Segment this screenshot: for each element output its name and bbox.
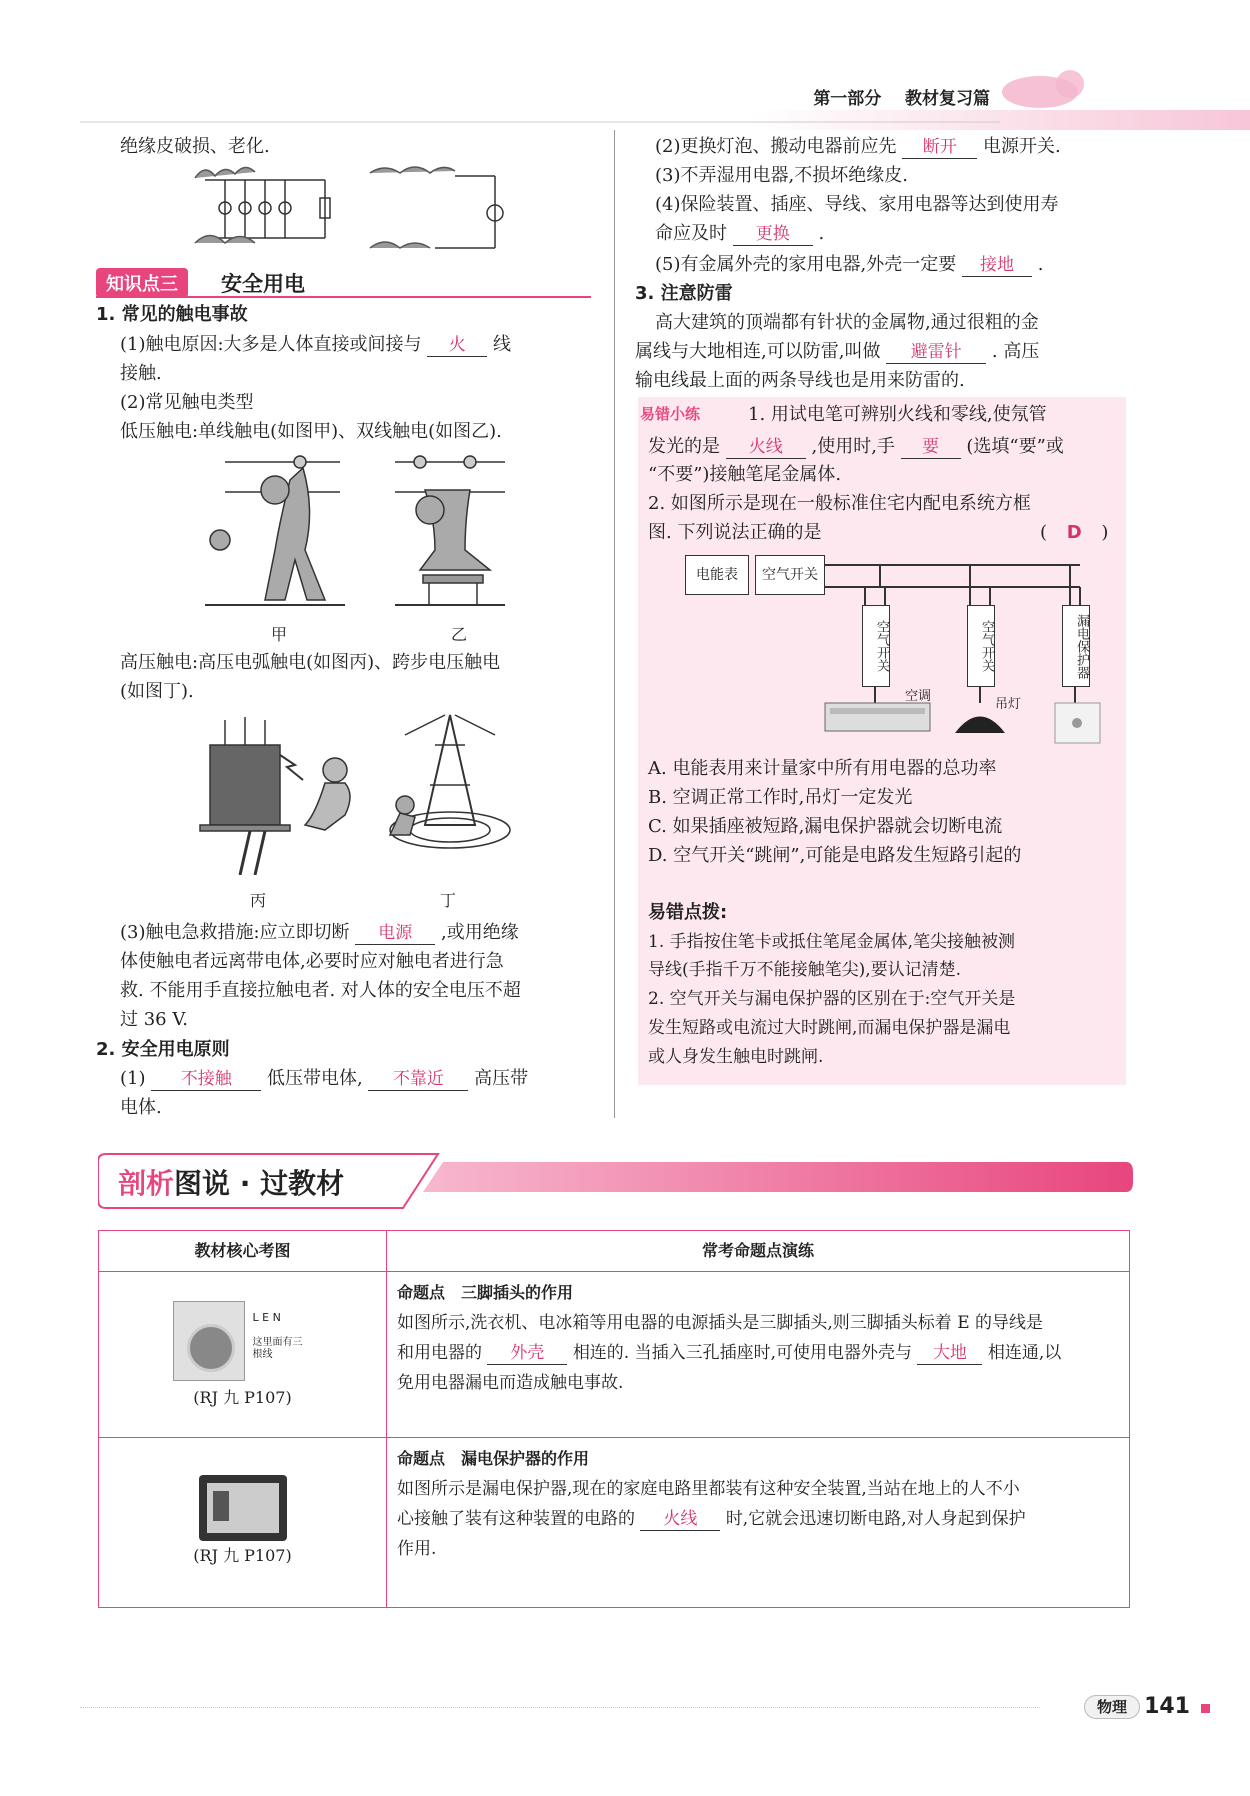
- table-row: [99, 1272, 1130, 1438]
- main-switch-box: 空气开关: [755, 555, 825, 595]
- text-line: 过 36 V.: [120, 1009, 188, 1030]
- figure-label-bing: 丙: [250, 891, 267, 910]
- choice-answer: D: [1066, 522, 1082, 543]
- text-line: (4)保险装置、插座、导线、家用电器等达到使用寿: [655, 194, 1059, 215]
- knowledge-tag: 知识点三: [96, 268, 188, 298]
- text-line: 体使触电者远离带电体,必要时应对触电者进行急: [120, 951, 504, 972]
- option-c: C. 如果插座被短路,漏电保护器就会切断电流: [648, 816, 1003, 837]
- leakage-protector-box: 漏电保护器: [1062, 605, 1090, 687]
- heading: 3. 注意防雷: [635, 283, 733, 304]
- text-line: (3)不弄湿用电器,不损坏绝缘皮.: [655, 165, 908, 186]
- text: ,或用绝缘: [441, 922, 519, 943]
- text-line: 发生短路或电流过大时跳闸,而漏电保护器是漏电: [648, 1018, 1011, 1038]
- figure-label-ding: 丁: [440, 891, 457, 910]
- text-line: 电体.: [120, 1097, 162, 1118]
- text: 低压带电体,: [266, 1068, 363, 1089]
- section-title: 安全用电: [221, 272, 305, 296]
- text: ,使用时,手: [811, 436, 895, 457]
- answer-blank: 电源: [355, 922, 435, 945]
- section-underline: [96, 296, 591, 298]
- header-book-title: 教材复习篇: [905, 89, 990, 109]
- page-number: 141: [1144, 1694, 1190, 1719]
- answer-blank: 大地: [917, 1342, 982, 1365]
- text-line: (如图丁).: [120, 681, 194, 702]
- text: 属线与大地相连,可以防雷,叫做: [635, 341, 881, 362]
- text: 相连通,以: [987, 1343, 1062, 1363]
- knowledge-section-bar: [96, 268, 591, 298]
- figure-note: 这里面有三根线: [252, 1336, 303, 1360]
- text: 和用电器的: [397, 1343, 482, 1363]
- branch-switch-ac: 空气开关: [862, 605, 890, 687]
- header-band: [0, 70, 1250, 130]
- text-line: 2. 空气开关与漏电保护器的区别在于:空气开关是: [648, 989, 1016, 1009]
- text-line: 免用电器漏电而造成触电事故.: [397, 1373, 624, 1393]
- figure-cell: [99, 1272, 387, 1438]
- text: (2)更换灯泡、搬动电器前应先: [655, 136, 897, 157]
- header-decoration: [0, 70, 1250, 130]
- text-line: 2. 如图所示是现在一般标准住宅内配电系统方框: [648, 493, 1031, 514]
- answer-blank: 接地: [962, 254, 1032, 277]
- text-line: 1. 手指按住笔卡或抵住笔尾金属体,笔尖接触被测: [648, 932, 1016, 952]
- text-line: 救. 不能用手直接拉触电者. 对人体的安全电压不超: [120, 980, 521, 1001]
- heading: 1. 常见的触电事故: [96, 304, 248, 325]
- table-header-row: [99, 1231, 1130, 1272]
- text: 时,它就会迅速切断电路,对人身起到保护: [725, 1509, 1026, 1529]
- column-divider: [614, 130, 615, 1118]
- ac-label: 空调: [905, 689, 932, 704]
- text-line: 图. 下列说法正确的是: [648, 522, 822, 543]
- washing-machine-icon: [173, 1301, 245, 1381]
- figure-caption: (RJ 九 P107): [193, 1387, 292, 1407]
- paragraph: [655, 250, 1043, 279]
- text: (1)触电原因:大多是人体直接或间接与: [120, 334, 422, 355]
- text-line: [397, 1338, 1119, 1368]
- high-voltage-shock-figure: [195, 705, 515, 875]
- answer-blank: 火线: [726, 436, 806, 459]
- figure-cell: [99, 1438, 387, 1608]
- footer-rule: [80, 1707, 1040, 1708]
- insulation-damage-figure: [185, 158, 515, 258]
- paragraph: [655, 132, 1061, 161]
- heading: 2. 安全用电原则: [96, 1039, 230, 1060]
- header-part: 第一部分: [813, 89, 882, 109]
- text-line: “不要”)接触笔尾金属体.: [648, 464, 842, 485]
- text-line: 如图所示,洗衣机、电冰箱等用电器的电源插头是三脚插头,则三脚插头标着 E 的导线是: [397, 1313, 1044, 1333]
- text: (3)触电急救措施:应立即切断: [120, 922, 350, 943]
- figure-label-yi: 乙: [451, 625, 468, 644]
- text: . 高压: [991, 341, 1040, 362]
- text: .: [818, 223, 825, 244]
- analysis-title: 图说 · 过教材: [174, 1167, 345, 1200]
- answer-blank: 不靠近: [368, 1068, 468, 1091]
- option-b: B. 空调正常工作时,吊灯一定发光: [648, 787, 913, 808]
- text: (选填“要”或: [966, 436, 1064, 457]
- answer-blank: 断开: [902, 136, 977, 159]
- subject-tag: 物理: [1084, 1695, 1140, 1719]
- header-title: [813, 84, 990, 109]
- answer-blank: 不接触: [151, 1068, 261, 1091]
- answer-blank: 避雷针: [886, 341, 986, 364]
- tip-title: 易错点拨:: [648, 902, 728, 923]
- text: .: [1037, 254, 1044, 275]
- text: 命应及时: [655, 223, 727, 244]
- figure-label-jia: 甲: [271, 625, 288, 644]
- table-row: [99, 1438, 1130, 1608]
- text: 电源开关.: [982, 136, 1061, 157]
- paragraph: [655, 219, 824, 248]
- text-line: 或人身发生触电时跳闸.: [648, 1047, 824, 1067]
- lamp-label: 吊灯: [995, 697, 1022, 712]
- answer-blank: 外壳: [487, 1342, 567, 1365]
- analysis-prefix: 剖析: [118, 1167, 175, 1200]
- answer-paren: ( D ): [1040, 522, 1109, 543]
- core-figure-table: [98, 1230, 1130, 1608]
- text-line: 作用.: [397, 1539, 437, 1559]
- text-line: 输电线最上面的两条导线也是用来防雷的.: [635, 370, 965, 391]
- text-line: [397, 1504, 1119, 1534]
- answer-blank: 火: [427, 334, 487, 357]
- low-voltage-shock-figure: [195, 450, 515, 620]
- page-marker: [1201, 1704, 1210, 1713]
- option-d: D. 空气开关“跳闸”,可能是电路发生短路引起的: [648, 845, 1022, 866]
- paragraph: [120, 918, 519, 947]
- column-header: 常考命题点演练: [387, 1231, 1130, 1272]
- meter-box: 电能表: [685, 555, 749, 595]
- proposition-cell: [387, 1272, 1130, 1438]
- plug-letters: L E N: [252, 1310, 281, 1324]
- figure-caption: (RJ 九 P107): [193, 1545, 292, 1565]
- analysis-section-bar: [98, 1152, 1133, 1210]
- text: 发光的是: [648, 436, 720, 457]
- proposition-heading: 命题点 三脚插头的作用: [397, 1283, 574, 1302]
- text-line: (2)常见触电类型: [120, 392, 254, 413]
- answer-blank: 更换: [733, 223, 813, 246]
- text-line: 接触.: [120, 363, 162, 384]
- column-header: 教材核心考图: [99, 1231, 387, 1272]
- answer-blank: 要: [901, 436, 961, 459]
- text: 高压带: [474, 1068, 529, 1089]
- text-line: 导线(手指千万不能接触笔尖),要认记清楚.: [648, 960, 962, 980]
- paragraph: [635, 337, 1039, 366]
- practice-tag: 易错小练: [640, 405, 701, 423]
- washing-machine-figure: [173, 1297, 313, 1383]
- text-line: 1. 用试电笔可辨别火线和零线,使氖管: [748, 404, 1047, 425]
- text: (5)有金属外壳的家用电器,外壳一定要: [655, 254, 957, 275]
- option-a: A. 电能表用来计量家中所有用电器的总功率: [648, 758, 997, 779]
- branch-switch-lamp: 空气开关: [967, 605, 995, 687]
- paragraph: [120, 330, 511, 359]
- text: 线: [493, 334, 512, 355]
- proposition-cell: [387, 1438, 1130, 1608]
- answer-blank: 火线: [640, 1508, 720, 1531]
- paragraph: [648, 432, 1064, 461]
- text-line: 高压触电:高压电弧触电(如图丙)、跨步电压触电: [120, 652, 501, 673]
- paragraph: [120, 1064, 528, 1093]
- distribution-diagram: [650, 555, 1120, 745]
- text: 心接触了装有这种装置的电路的: [397, 1509, 635, 1529]
- text-line: 高大建筑的顶端都有针状的金属物,通过很粗的金: [655, 312, 1039, 333]
- text: 相连的. 当插入三孔插座时,可使用电器外壳与: [572, 1343, 913, 1363]
- text-line: 低压触电:单线触电(如图甲)、双线触电(如图乙).: [120, 421, 502, 442]
- text-line: 如图所示是漏电保护器,现在的家庭电路里都装有这种安全装置,当站在地上的人不小: [397, 1479, 1020, 1499]
- proposition-heading: 命题点 漏电保护器的作用: [397, 1449, 590, 1468]
- leakage-protector-photo: [199, 1475, 287, 1541]
- text: (1): [120, 1068, 146, 1089]
- text-line: 绝缘皮破损、老化.: [120, 136, 270, 157]
